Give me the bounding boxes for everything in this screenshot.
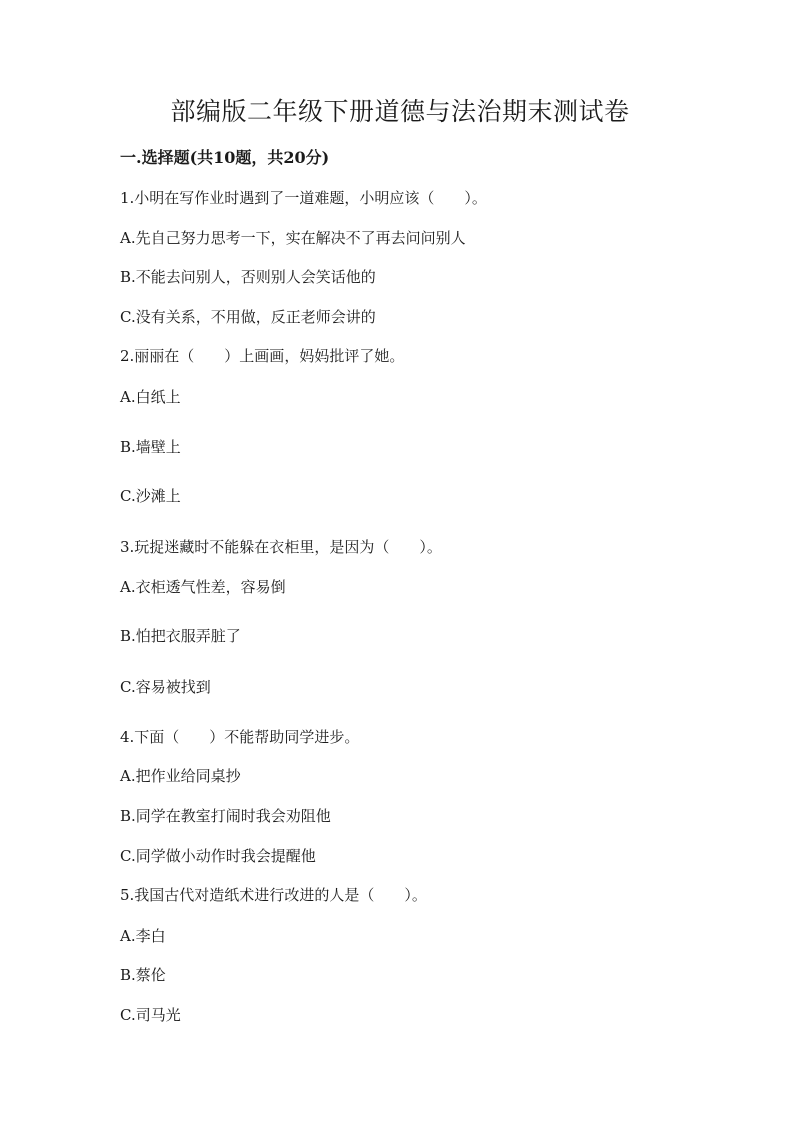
question-3-option-c: C.容易被找到	[120, 678, 211, 696]
question-1-option-a: A.先自己努力思考一下，实在解决不了再去问问别人	[120, 229, 466, 247]
question-3-stem: 3.玩捉迷藏时不能躲在衣柜里，是因为（ ）。	[120, 538, 442, 556]
question-4-option-c: C.同学做小动作时我会提醒他	[120, 847, 316, 865]
question-2-stem: 2.丽丽在（ ）上画画，妈妈批评了她。	[120, 347, 405, 365]
question-2-option-a: A.白纸上	[120, 388, 181, 406]
question-5-stem: 5.我国古代对造纸术进行改进的人是（ ）。	[120, 886, 427, 904]
question-4-stem: 4.下面（ ）不能帮助同学进步。	[120, 728, 360, 746]
question-1-stem: 1.小明在写作业时遇到了一道难题，小明应该（ ）。	[120, 189, 487, 207]
question-3-option-a: A.衣柜透气性差，容易倒	[120, 578, 286, 596]
question-1-option-c: C.没有关系，不用做，反正老师会讲的	[120, 308, 376, 326]
question-5-option-a: A.李白	[120, 927, 166, 945]
section-heading: 一.选择题(共10题，共20分)	[120, 148, 330, 167]
question-2-option-b: B.墙壁上	[120, 438, 181, 456]
question-5-option-b: B.蔡伦	[120, 966, 166, 984]
question-4-option-a: A.把作业给同桌抄	[120, 767, 241, 785]
question-5-option-c: C.司马光	[120, 1006, 181, 1024]
question-4-option-b: B.同学在教室打闹时我会劝阻他	[120, 807, 331, 825]
question-3-option-b: B.怕把衣服弄脏了	[120, 627, 241, 645]
page-title: 部编版二年级下册道德与法治期末测试卷	[170, 97, 630, 126]
question-1-option-b: B.不能去问别人，否则别人会笑话他的	[120, 268, 376, 286]
question-2-option-c: C.沙滩上	[120, 487, 181, 505]
